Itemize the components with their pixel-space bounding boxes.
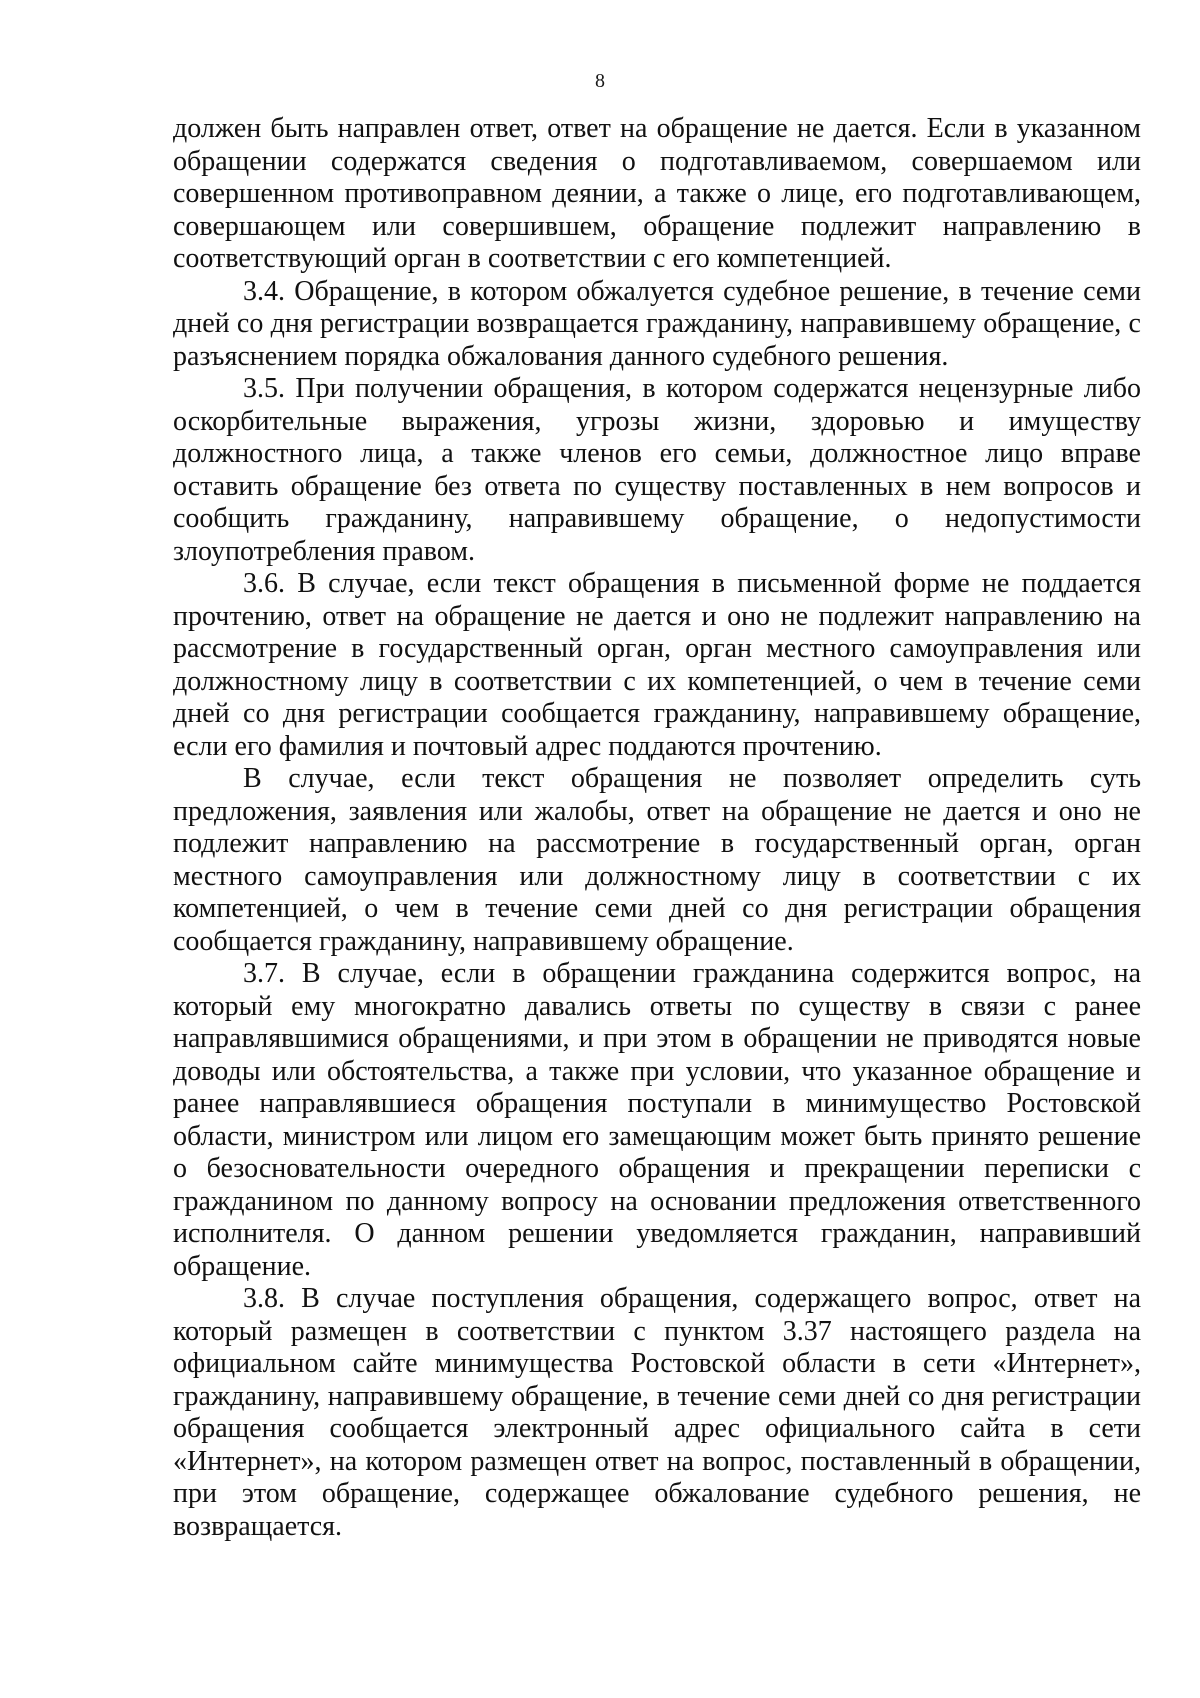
paragraph-3-8: 3.8. В случае поступления обращения, содержащего вопрос, ответ на который размещен в соответствии с пунктом 3.37 настоящего раздела на официальном сайте минимущества Ростовской области в сети «Интернет», гражданину, направившему обращение, в течение семи дней со дня регистрации обращения сообщается электронный адрес официального сайта в сети «Интернет», на котором размещен ответ на вопрос, поставленный в обращении, при этом обращение, содержащее обжалование судебного решения, не возвращается.	[173, 1283, 1141, 1542]
paragraph-3-4: 3.4. Обращение, в котором обжалуется судебное решение, в течение семи дней со дня регистрации возвращается гражданину, направившему обращение, с разъяснением порядка обжалования данного судебного решения.	[173, 275, 1141, 372]
paragraph-continuation: должен быть направлен ответ, ответ на обращение не дается. Если в указанном обращении содержатся сведения о подготавливаемом, совершаемом или совершенном противоправном деянии, а также о лице, его подготавливающем, совершающем или совершившем, обращение подлежит направлению в соответствующий орган в соответствии с его компетенцией.	[173, 113, 1141, 274]
paragraph-3-6: 3.6. В случае, если текст обращения в письменной форме не поддается прочтению, ответ на обращение не дается и оно не подлежит направлению на рассмотрение в государственный орган, орган местного самоуправления или должностному лицу в соответствии с их компетенцией, о чем в течение семи дней со дня регистрации сообщается гражданину, направившему обращение, если его фамилия и почтовый адрес поддаются прочтению.	[173, 568, 1141, 762]
paragraph-3-6-second: В случае, если текст обращения не позволяет определить суть предложения, заявления или жалобы, ответ на обращение не дается и оно не подлежит направлению на рассмотрение в государственный орган, орган местного самоуправления или должностному лицу в соответствии с их компетенцией, о чем в течение семи дней со дня регистрации обращения сообщается гражданину, направившему обращение.	[173, 763, 1141, 957]
paragraph-3-7: 3.7. В случае, если в обращении гражданина содержится вопрос, на который ему многократно давались ответы по существу в связи с ранее направлявшимися обращениями, и при этом в обращении не приводятся новые доводы или обстоятельства, а также при условии, что указанное обращение и ранее направлявшиеся обращения поступали в минимущество Ростовской области, министром или лицом его замещающим может быть принято решение о безосновательности очередного обращения и прекращении переписки с гражданином по данному вопросу на основании предложения ответственного исполнителя. О данном решении уведомляется гражданин, направивший обращение.	[173, 958, 1141, 1282]
paragraph-3-5: 3.5. При получении обращения, в котором содержатся нецензурные либо оскорбительные выражения, угрозы жизни, здоровью и имуществу должностного лица, а также членов его семьи, должностное лицо вправе оставить обращение без ответа по существу поставленных в нем вопросов и сообщить гражданину, направившему обращение, о недопустимости злоупотребления правом.	[173, 373, 1141, 567]
page-number: 8	[595, 70, 605, 92]
document-body	[173, 113, 1141, 1543]
